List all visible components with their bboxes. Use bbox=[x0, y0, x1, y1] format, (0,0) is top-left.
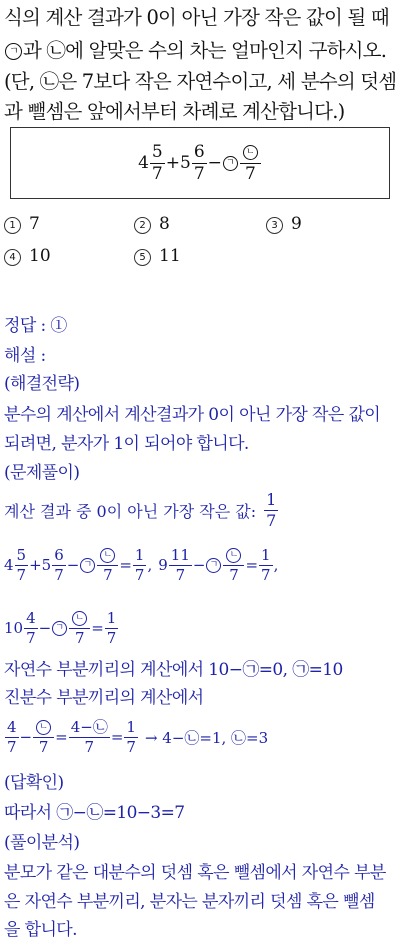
question-line-2-text: 과 ㉡에 알맞은 수의 차는 얼마인지 구하시오. bbox=[23, 39, 387, 62]
equation-line-1: 4 $\frac{5}{7}$ +5 $\frac{6}{7}$ − ㄱ $\frac{\text{ㄴ}}{7}$ = $\frac{1}{7}$ , 9 $\frac{11}{7}$ − ㄱ $\frac{\text{ㄴ}}{7}$ = $\frac{1}{7}$ , bbox=[4, 545, 279, 584]
proper-part-line: 진분수 부분끼리의 계산에서 bbox=[4, 688, 204, 708]
choice-4[interactable]: 4 10 bbox=[4, 246, 51, 266]
solve-head: (문제풀이) bbox=[4, 463, 80, 483]
question-line-1: 식의 계산 결과가 0이 아닌 가장 작은 값이 될 때 bbox=[4, 6, 389, 29]
strategy-line-1: 분수의 계산에서 계산결과가 0이 아닌 가장 작은 값이 bbox=[4, 405, 381, 425]
question-line-4: 과 뺄셈은 앞에서부터 차례로 계산합니다.) bbox=[4, 100, 345, 123]
minus-sign: − bbox=[207, 153, 222, 173]
choice-5[interactable]: 5 11 bbox=[134, 246, 181, 266]
analysis-line-1: 분모가 같은 대분수의 덧셈 혹은 뺄셈에서 자연수 부분 bbox=[4, 863, 386, 883]
smallest-value-line: 계산 결과 중 0이 아닌 가장 작은 값: $\frac{1}{7}$ bbox=[4, 489, 277, 530]
analysis-line-2: 은 자연수 부분끼리, 분자는 분자끼리 덧셈 혹은 뺄셈 bbox=[4, 892, 375, 912]
equation-line-3: $\frac{4}{7}$ − $\frac{\text{ㄴ}}{7}$ = $\frac{4-㉡}{7}$ = $\frac{1}{7}$ → 4−㉡=1, ㉡=3 bbox=[7, 717, 269, 756]
check-head: (답확인) bbox=[4, 773, 64, 793]
analysis-line-3: 을 합니다. bbox=[4, 920, 77, 940]
question-line-2 bbox=[4, 35, 386, 63]
fraction-2: $\frac{6}{7}$ bbox=[193, 141, 205, 184]
fraction-3: $\frac{\text{ㄴ}}{7}$ bbox=[240, 144, 261, 183]
fraction-1: $\frac{5}{7}$ bbox=[151, 141, 163, 184]
check-line: 따라서 ㉠−㉡=10−3=7 bbox=[4, 803, 185, 823]
choice-2[interactable]: 2 8 bbox=[134, 214, 170, 234]
question-line-3: (단, ㉡은 7보다 작은 자연수이고, 세 분수의 덧셈 bbox=[4, 70, 397, 93]
plus-sign: + bbox=[165, 153, 180, 173]
natural-part-line: 자연수 부분끼리의 계산에서 10−㉠=0, ㉠=10 bbox=[4, 660, 343, 680]
strategy-head: (해결전략) bbox=[4, 374, 80, 394]
choice-1[interactable]: 1 7 bbox=[4, 214, 40, 234]
analysis-head: (풀이분석) bbox=[4, 833, 80, 853]
whole-2: 5 bbox=[180, 153, 191, 173]
answer: 정답 : ① bbox=[4, 316, 67, 336]
symbol-a: ㄱ bbox=[5, 43, 22, 60]
choice-3[interactable]: 3 9 bbox=[266, 214, 302, 234]
expression-box bbox=[10, 127, 390, 199]
symbol-a: ㄱ bbox=[223, 156, 238, 171]
whole-1: 4 bbox=[138, 153, 149, 173]
equation-line-2: 10 $\frac{4}{7}$ − ㄱ $\frac{\text{ㄴ}}{7}$ = $\frac{1}{7}$ bbox=[4, 608, 117, 647]
expression bbox=[11, 128, 389, 198]
strategy-line-2: 되려면, 분자가 1이 되어야 합니다. bbox=[4, 434, 249, 454]
explain-label: 해설 : bbox=[4, 346, 46, 366]
